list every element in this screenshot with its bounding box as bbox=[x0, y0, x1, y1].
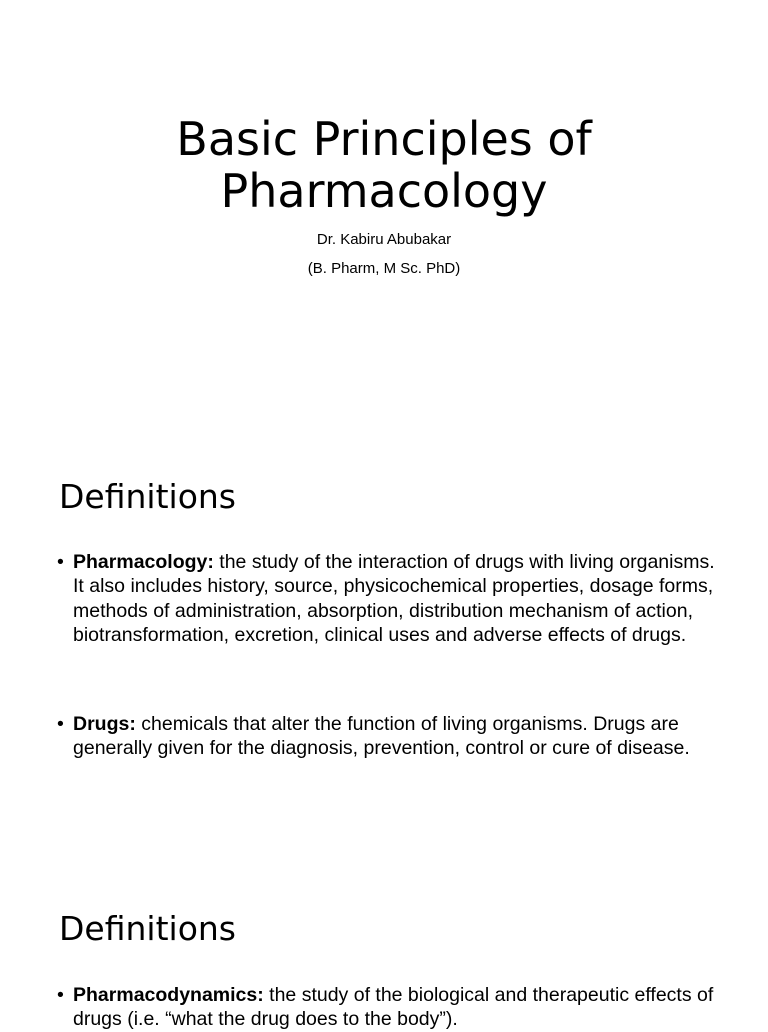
bullet-text bbox=[73, 712, 717, 761]
term-definition: chemicals that alter the function of living organisms. Drugs are generally given for the diagnosis, prevention, control or cure of disease. bbox=[73, 713, 690, 760]
term-definition: the study of the interaction of drugs with living organisms. It also includes history, source, physicochemical properties, dosage forms, methods of administration, absorption, distribution mechanism of action, biotransformation, excretion, clinical uses and adverse effects of drugs. bbox=[73, 551, 715, 647]
bullet-text bbox=[73, 983, 717, 1032]
bullet-item-drugs bbox=[57, 712, 717, 761]
bullet-item-pharmacodynamics bbox=[57, 983, 717, 1032]
author-credentials: (B. Pharm, M Sc. PhD) bbox=[307, 260, 461, 277]
term-definition: the study of the biological and therapeutic effects of drugs (i.e. “what the drug does to the body”). bbox=[73, 984, 714, 1031]
bullet-text bbox=[73, 550, 717, 648]
title-line-2: Pharmacology bbox=[220, 164, 548, 218]
bullet-item-pharmacology bbox=[57, 550, 717, 648]
author-name: Dr. Kabiru Abubakar bbox=[316, 231, 452, 248]
bullet-marker: • bbox=[57, 551, 64, 573]
section-heading-definitions: Definitions bbox=[59, 477, 236, 516]
title-line-1: Basic Principles of bbox=[176, 112, 592, 166]
term-label: Pharmacodynamics: bbox=[73, 984, 264, 1006]
term-label: Drugs: bbox=[73, 713, 136, 735]
bullet-marker: • bbox=[57, 984, 64, 1006]
term-label: Pharmacology: bbox=[73, 551, 214, 573]
section-heading-definitions-2: Definitions bbox=[59, 909, 236, 948]
bullet-marker: • bbox=[57, 713, 64, 735]
presentation-title bbox=[0, 113, 768, 217]
